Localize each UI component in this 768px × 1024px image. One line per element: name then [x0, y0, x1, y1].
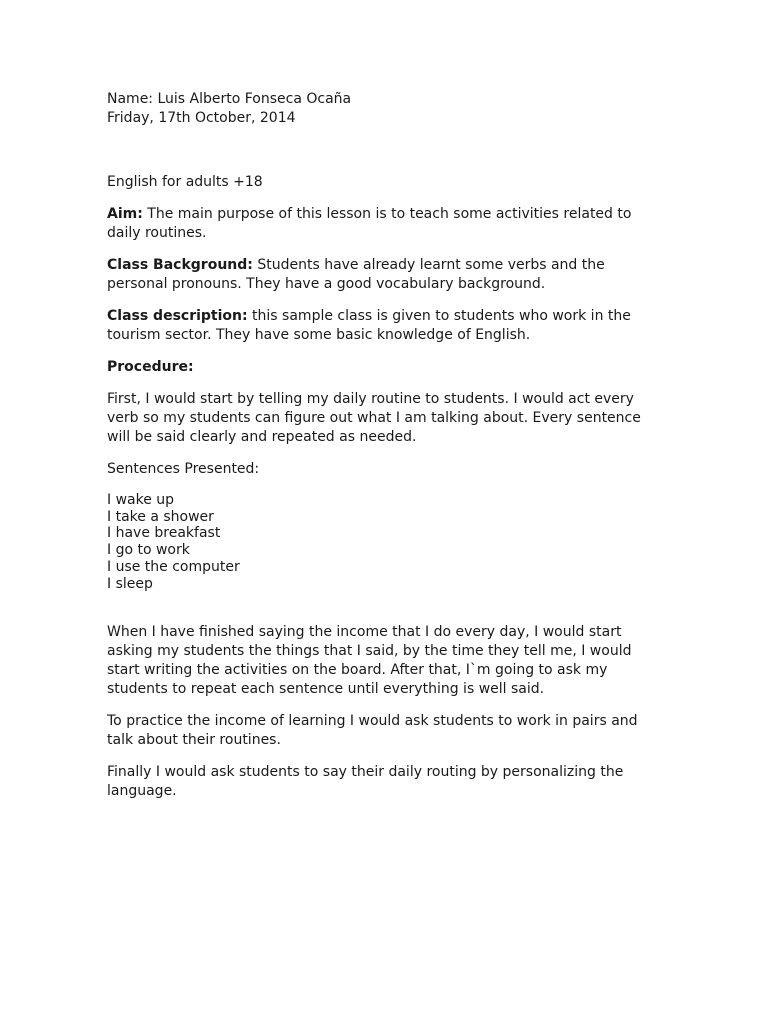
procedure-paragraph: Finally I would ask students to say their daily routing by personalizing the language. [107, 764, 624, 800]
class-background-paragraph [107, 256, 667, 294]
list-item: I go to work [107, 542, 190, 559]
class-description-paragraph [107, 307, 667, 345]
procedure-heading-label: Procedure: [107, 359, 194, 375]
list-item: I have breakfast [107, 525, 221, 542]
class-description-text: this sample class is given to students who work in the tourism sector. They have some basic knowledge of English. [107, 308, 631, 343]
procedure-paragraph: When I have finished saying the income that I do every day, I would start asking my students the things that I said, by the time they tell me, I would start writing the activities on the board. After that, I`m going to ask my students to repeat each sentence until everything is well said. [107, 624, 632, 698]
list-item: I take a shower [107, 508, 214, 525]
list-item: I use the computer [107, 558, 240, 575]
document-date: Friday, 17th October, 2014 [107, 110, 296, 126]
aim-label: Aim: [107, 206, 143, 222]
list-item: I wake up [107, 492, 175, 508]
class-description-label: Class description: [107, 308, 248, 324]
author-name: Name: Luis Alberto Fonseca Ocaña [107, 91, 352, 107]
course-title: English for adults +18 [107, 174, 263, 190]
procedure-paragraph: To practice the income of learning I would ask students to work in pairs and talk about their routines. [107, 713, 638, 749]
document-page [107, 90, 667, 801]
class-background-text: Students have already learnt some verbs and the personal pronouns. They have a good vocabulary background. [107, 257, 605, 292]
aim-paragraph [107, 205, 667, 243]
sentences-heading: Sentences Presented: [107, 461, 260, 477]
aim-text: The main purpose of this lesson is to teach some activities related to daily routines. [107, 206, 632, 241]
class-background-label: Class Background: [107, 257, 253, 273]
procedure-heading [107, 358, 667, 377]
list-item: I sleep [107, 575, 153, 592]
sentences-list [107, 492, 667, 592]
procedure-intro: First, I would start by telling my daily routine to students. I would act every verb so my students can figure out what I am talking about. Every sentence will be said clearly and repeated as needed. [107, 391, 641, 445]
